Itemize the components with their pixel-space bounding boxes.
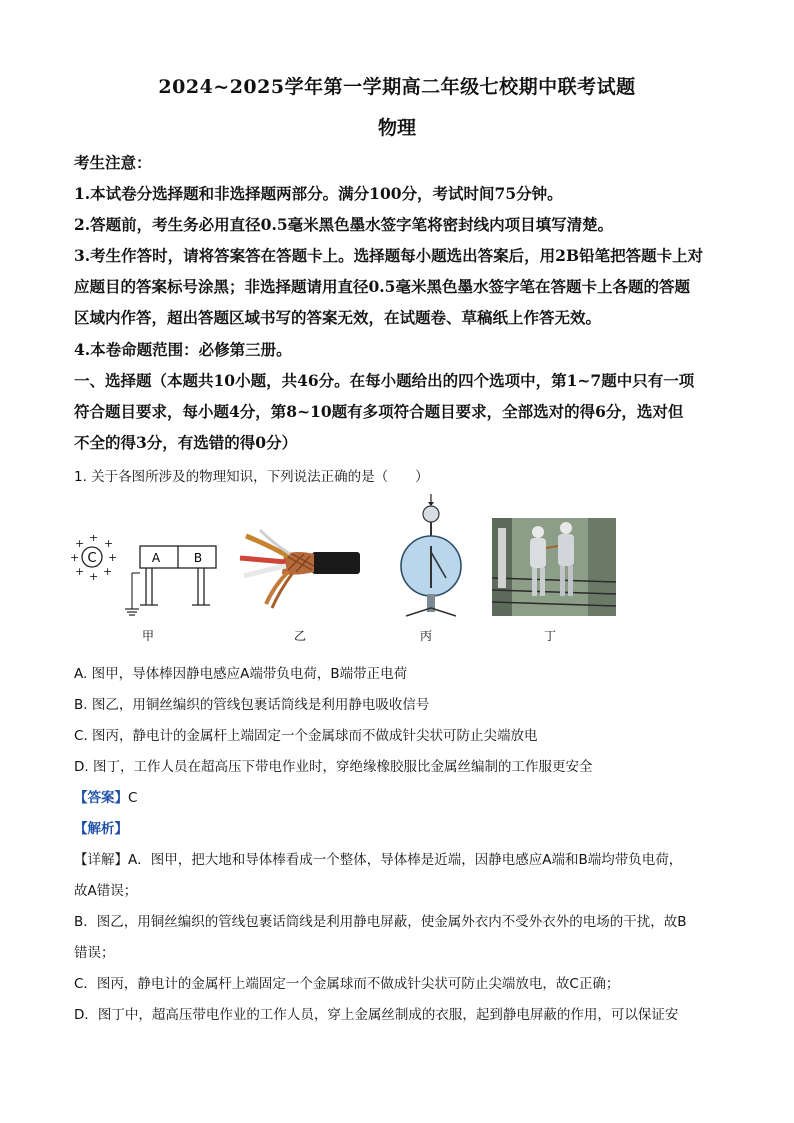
section-heading-1: 一、选择题（本题共10小题，共46分。在每小题给出的四个选项中，第1~7题中只有一项 [74,371,695,390]
analysis-label: 【解析】 [74,821,128,837]
ground-icon [125,609,139,615]
detail-line-2: 故A错误； [74,883,138,899]
figure-bing-label: 丙 [419,629,432,643]
figure-jia-label: 甲 [141,629,154,643]
notice-item-4: 4.本卷命题范围：必修第三册。 [74,340,292,359]
electroscope-icon [401,494,461,616]
notice-item-1: 1.本试卷分选择题和非选择题两部分。满分100分，考试时间75分钟。 [74,184,563,203]
subject-title: 物理 [377,117,416,139]
figure-yi [236,524,364,614]
figure-bing [386,494,476,624]
figure-ding-photo [492,518,616,616]
svg-text:+: + [75,537,85,550]
notice-item-2: 2.答题前，考生务必用直径0.5毫米黑色墨水签字笔将密封线内项目填写清楚。 [74,215,614,234]
option-d: D. 图丁，工作人员在超高压下带电作业时，穿绝缘橡胶服比金属丝编制的工作服更安全 [74,759,593,775]
detail-line-4: 错误； [74,945,115,961]
svg-text:+: + [104,537,114,550]
answer-label: 【答案】 [74,790,128,806]
svg-text:+: + [103,565,113,578]
figure-ding-label: 丁 [543,629,556,643]
section-heading-2: 符合题目要求，每小题4分，第8~10题有多项符合题目要求，全部选对的得6分，选对但 [74,402,684,421]
conductor-rod [132,546,216,609]
figure-yi-label: 乙 [293,629,306,643]
option-a: A. 图甲，导体棒因静电感应A端带负电荷，B端带正电荷 [74,666,408,682]
detail-line-3: B．图乙，用铜丝编织的管线包裹话筒线是利用静电屏蔽，使金属外衣内不受外衣外的电场的干扰，故B [74,914,687,930]
svg-text:+: + [70,551,80,564]
svg-text:+: + [89,535,99,544]
charged-ball [70,535,117,583]
svg-text:+: + [89,570,99,583]
notice-item-3b: 应题目的答案标号涂黑；非选择题请用直径0.5毫米黑色墨水签字笔在答题卡上各题的答题 [74,277,690,296]
figure-jia [70,535,220,621]
answer-row [74,786,137,806]
question-1-stem: 1. 关于各图所涉及的物理知识，下列说法正确的是（ ） [74,469,429,485]
option-c: C. 图丙，静电计的金属杆上端固定一个金属球而不做成针尖状可防止尖端放电 [74,728,538,744]
section-heading-3: 不全的得3分，有选错的得0分） [74,433,298,452]
notice-heading: 考生注意： [74,153,152,172]
detail-line-6: D．图丁中，超高压带电作业的工作人员，穿上金属丝制成的衣服，起到静电屏蔽的作用，可以保证安 [74,1007,679,1023]
notice-item-3: 3.考生作答时，请将答案答在答题卡上。选择题每小题选出答案后，用2B铅笔把答题卡上对 [74,246,704,265]
exam-title: 2024~2025学年第一学期高二年级七校期中联考试题 [158,76,636,98]
shielded-cable-icon [240,530,360,608]
option-b: B. 图乙，用铜丝编织的管线包裹话筒线是利用静电吸收信号 [74,697,430,713]
notice-item-3c: 区域内作答，超出答题区域书写的答案无效，在试题卷、草稿纸上作答无效。 [74,308,602,327]
detail-line-1: 【详解】A．图甲，把大地和导体棒看成一个整体，导体棒是近端，因静电感应A端和B端均带负电荷， [74,852,683,868]
rod-label-a: A [151,551,161,565]
svg-text:+: + [75,565,85,578]
answer-value: C [128,790,138,806]
rod-label-b: B [193,551,203,565]
svg-text:+: + [108,551,118,564]
detail-line-5: C．图丙，静电计的金属杆上端固定一个金属球而不做成针尖状可防止尖端放电，故C正确； [74,976,620,992]
analysis-row [74,817,128,837]
live-line-workers-icon [492,518,616,616]
ball-label: C [87,551,97,566]
